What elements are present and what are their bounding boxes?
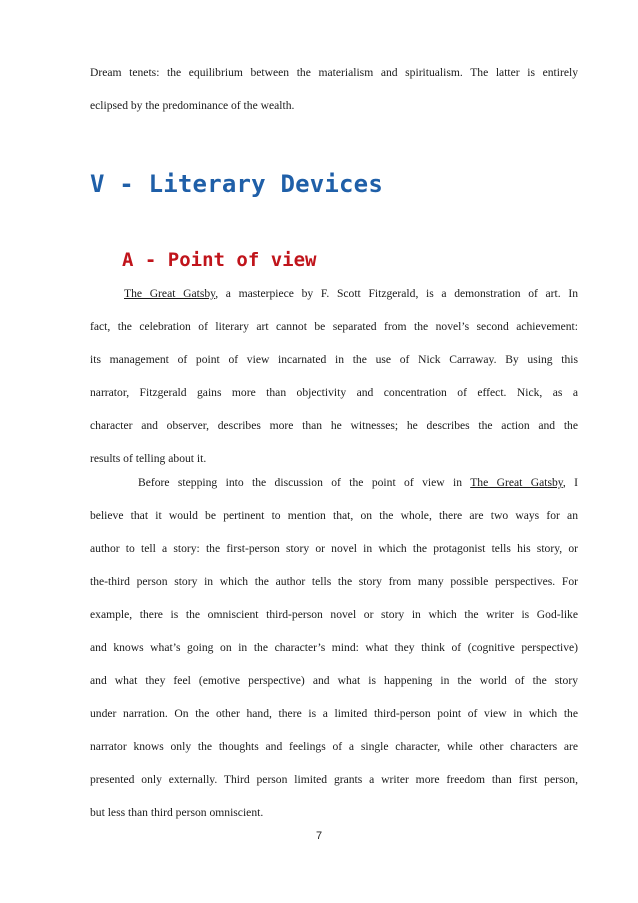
para1-line-6: results of telling about it. — [90, 452, 207, 465]
section-heading: V - Literary Devices — [90, 170, 383, 198]
para1-line-2: fact, the celebration of literary art cannot be separated from the novel’s second achievement: — [90, 320, 578, 333]
sub-heading: A - Point of view — [122, 249, 317, 271]
book-title-reference: The Great Gatsby — [124, 287, 216, 300]
para2-line-1 — [90, 466, 578, 499]
intro-line-1: Dream tenets: the equilibrium between the materialism and spiritualism. The latter is entirely — [90, 66, 578, 79]
para1-line-1 — [90, 277, 578, 310]
para2-line-1-end: , I — [562, 476, 578, 489]
para2-line-1-start: Before stepping into the discussion of the point of view in — [138, 476, 471, 489]
para2-line-10: presented only externally. Third person limited grants a writer more freedom than first person, — [90, 773, 578, 786]
paragraph-point-of-view — [90, 277, 578, 475]
para1-line-5: character and observer, describes more than he witnesses; he describes the action and the — [90, 419, 578, 432]
para2-line-3: author to tell a story: the first-person story or novel in which the protagonist tells his story, or — [90, 542, 578, 555]
intro-paragraph — [90, 56, 578, 122]
para1-line-3: its management of point of view incarnated in the use of Nick Carraway. By using this — [90, 353, 578, 366]
page-number: 7 — [315, 830, 323, 842]
para2-line-7: and what they feel (emotive perspective) and what is happening in the world of the story — [90, 674, 578, 687]
para1-line-1-text: , a masterpiece by F. Scott Fitzgerald, is a demonstration of art. In — [215, 287, 578, 300]
intro-line-2: eclipsed by the predominance of the wealth. — [90, 99, 295, 112]
para2-line-4: the-third person story in which the author tells the story from many possible perspectives. For — [90, 575, 578, 588]
para2-line-8: under narration. On the other hand, there is a limited third-person point of view in which the — [90, 707, 578, 720]
para2-line-6: and knows what’s going on in the character’s mind: what they think of (cognitive perspective) — [90, 641, 578, 654]
para2-line-11: but less than third person omniscient. — [90, 806, 264, 819]
para2-line-5: example, there is the omniscient third-person novel or story in which the writer is God-like — [90, 608, 578, 621]
para2-line-2: believe that it would be pertinent to mention that, on the whole, there are two ways for an — [90, 509, 578, 522]
book-title-reference: The Great Gatsby — [470, 476, 563, 489]
para1-line-4: narrator, Fitzgerald gains more than objectivity and concentration of effect. Nick, as a — [90, 386, 578, 399]
paragraph-narrative-perspectives — [90, 466, 578, 829]
para2-line-9: narrator knows only the thoughts and feelings of a single character, while other characters are — [90, 740, 578, 753]
